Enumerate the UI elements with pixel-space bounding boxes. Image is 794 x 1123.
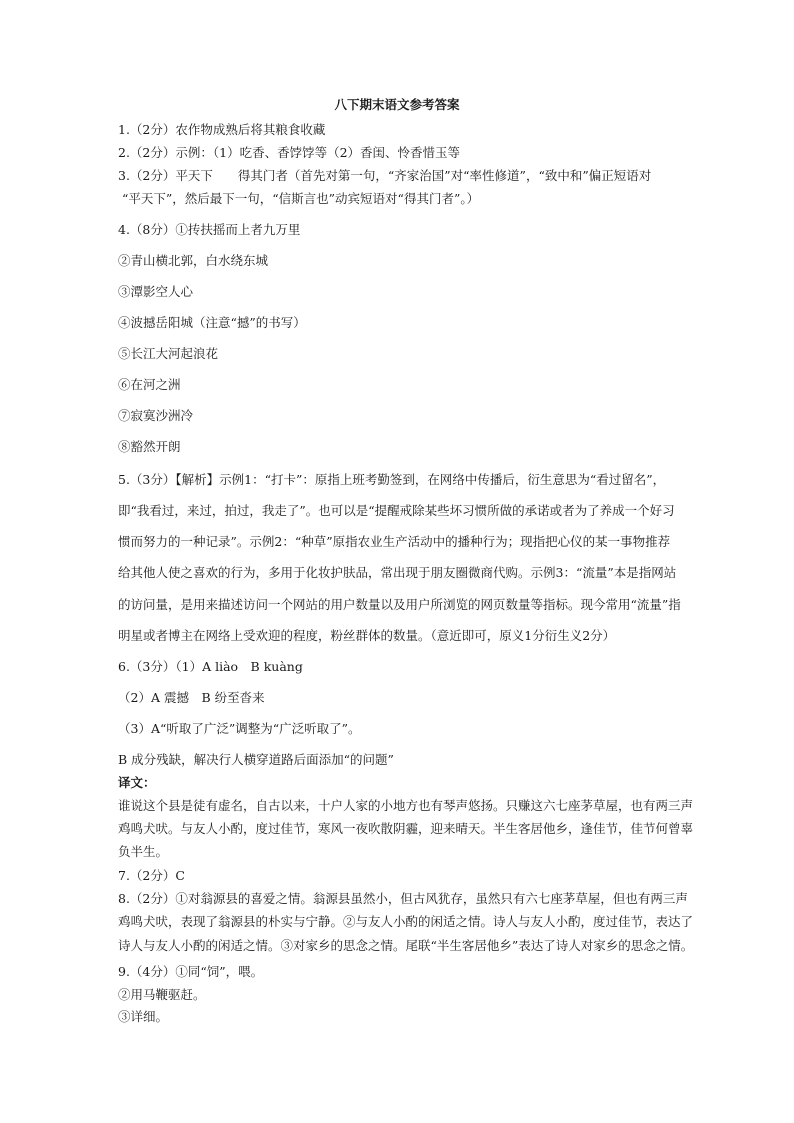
answer-line: 5.（3分）【解析】示例1：“打卡”：原指上班考勤签到，在网络中传播后，衍生意思为“看过留名”， [118, 472, 666, 487]
document-title: 八下期末语文参考答案 [334, 97, 460, 112]
answer-line: ③潭影空人心 [118, 284, 194, 299]
answer-line: 给其他人使之喜欢的行为，多用于化妆护肤品，常出现于朋友圈微商代购。示例3：“流量”本是指网站 [118, 565, 677, 580]
translation-heading: 译文： [118, 775, 156, 790]
answer-line: 9.（4分）①同“饲”，喂。 [118, 964, 264, 979]
answer-line: ③详细。 [118, 1009, 169, 1024]
answer-line: “平天下”，然后最下一句，“信斯言也”动宾短语对“得其门者”。） [122, 191, 480, 206]
answer-line: ②青山横北郭，白水绕东城 [118, 253, 269, 268]
answer-line: 诗人与友人小酌的闲适之情。③对家乡的思念之情。尾联“半生客居他乡”表达了诗人对家乡的思念之情。 [118, 938, 694, 953]
answer-line: B 成分残缺，解决行人横穿道路后面添加“的问题” [118, 752, 394, 767]
answer-line: ④波撼岳阳城（注意“撼”的书写） [118, 315, 306, 330]
answer-line: 鸡鸣犬吠，表现了翁源县的朴实与宁静。②与友人小酌的闲适之情。诗人与友人小酌，度过佳节，表达了 [118, 914, 694, 929]
answer-line: ⑤长江大河起浪花 [118, 346, 219, 361]
answer-line: （3）A“听取了广泛”调整为“广泛听取了”。 [118, 721, 361, 736]
answer-line: 2.（2分）示例：（1）吃香、香饽饽等（2）香闺、怜香惜玉等 [118, 145, 461, 160]
answer-line: 的访问量，是用来描述访问一个网站的用户数量以及用户所浏览的网页数量等指标。现今常用“流量”指 [118, 597, 681, 612]
translation-line: 谁说这个县是徒有虚名，自古以来，十户人家的小地方也有琴声悠扬。只赚这六七座茅草屋，也有两三声 [118, 798, 694, 813]
answer-line: 8.（2分）①对翁源县的喜爱之情。翁源县虽然小，但古风犹存，虽然只有六七座茅草屋，但也有两三声 [118, 891, 688, 906]
answer-line: 1.（2分）农作物成熟后将其粮食收藏 [118, 122, 326, 137]
answer-line: 3.（2分）平天下 得其门者（首先对第一句，“齐家治国”对“率性修道”，“致中和”偏正短语对 [118, 168, 652, 183]
answer-line: ②用马鞭驱赶。 [118, 987, 206, 1002]
answer-line: 即“我看过，来过，拍过，我走了”。也可以是“提醒戒除某些坏习惯所做的承诺或者为了养成一个好习 [118, 503, 675, 518]
answer-line: 6.（3分）（1）A liào B kuàng [118, 659, 303, 674]
answer-line: 惯而努力的一种记录”。示例2：“种草”原指农业生产活动中的播种行为；现指把心仪的某一事物推荐 [118, 534, 671, 549]
translation-line: 鸡鸣犬吠。与友人小酌，度过佳节，寒风一夜吹散阴霾，迎来晴天。半生客居他乡，逢佳节，佳节何曾辜 [118, 821, 694, 836]
answer-line: ⑧豁然开朗 [118, 439, 181, 454]
answer-line: ⑥在河之洲 [118, 377, 181, 392]
answer-line: （2）A 震撼 B 纷至沓来 [118, 690, 265, 705]
answer-line: 4.（8分）①抟扶摇而上者九万里 [118, 222, 301, 237]
answer-line: 明星或者博主在网络上受欢迎的程度，粉丝群体的数量。（意近即可，原义1分衍生义2分） [118, 628, 616, 643]
answer-line: 7.（2分）C [118, 868, 185, 883]
translation-line: 负半生。 [118, 844, 169, 859]
answer-line: ⑦寂寞沙洲冷 [118, 408, 194, 423]
